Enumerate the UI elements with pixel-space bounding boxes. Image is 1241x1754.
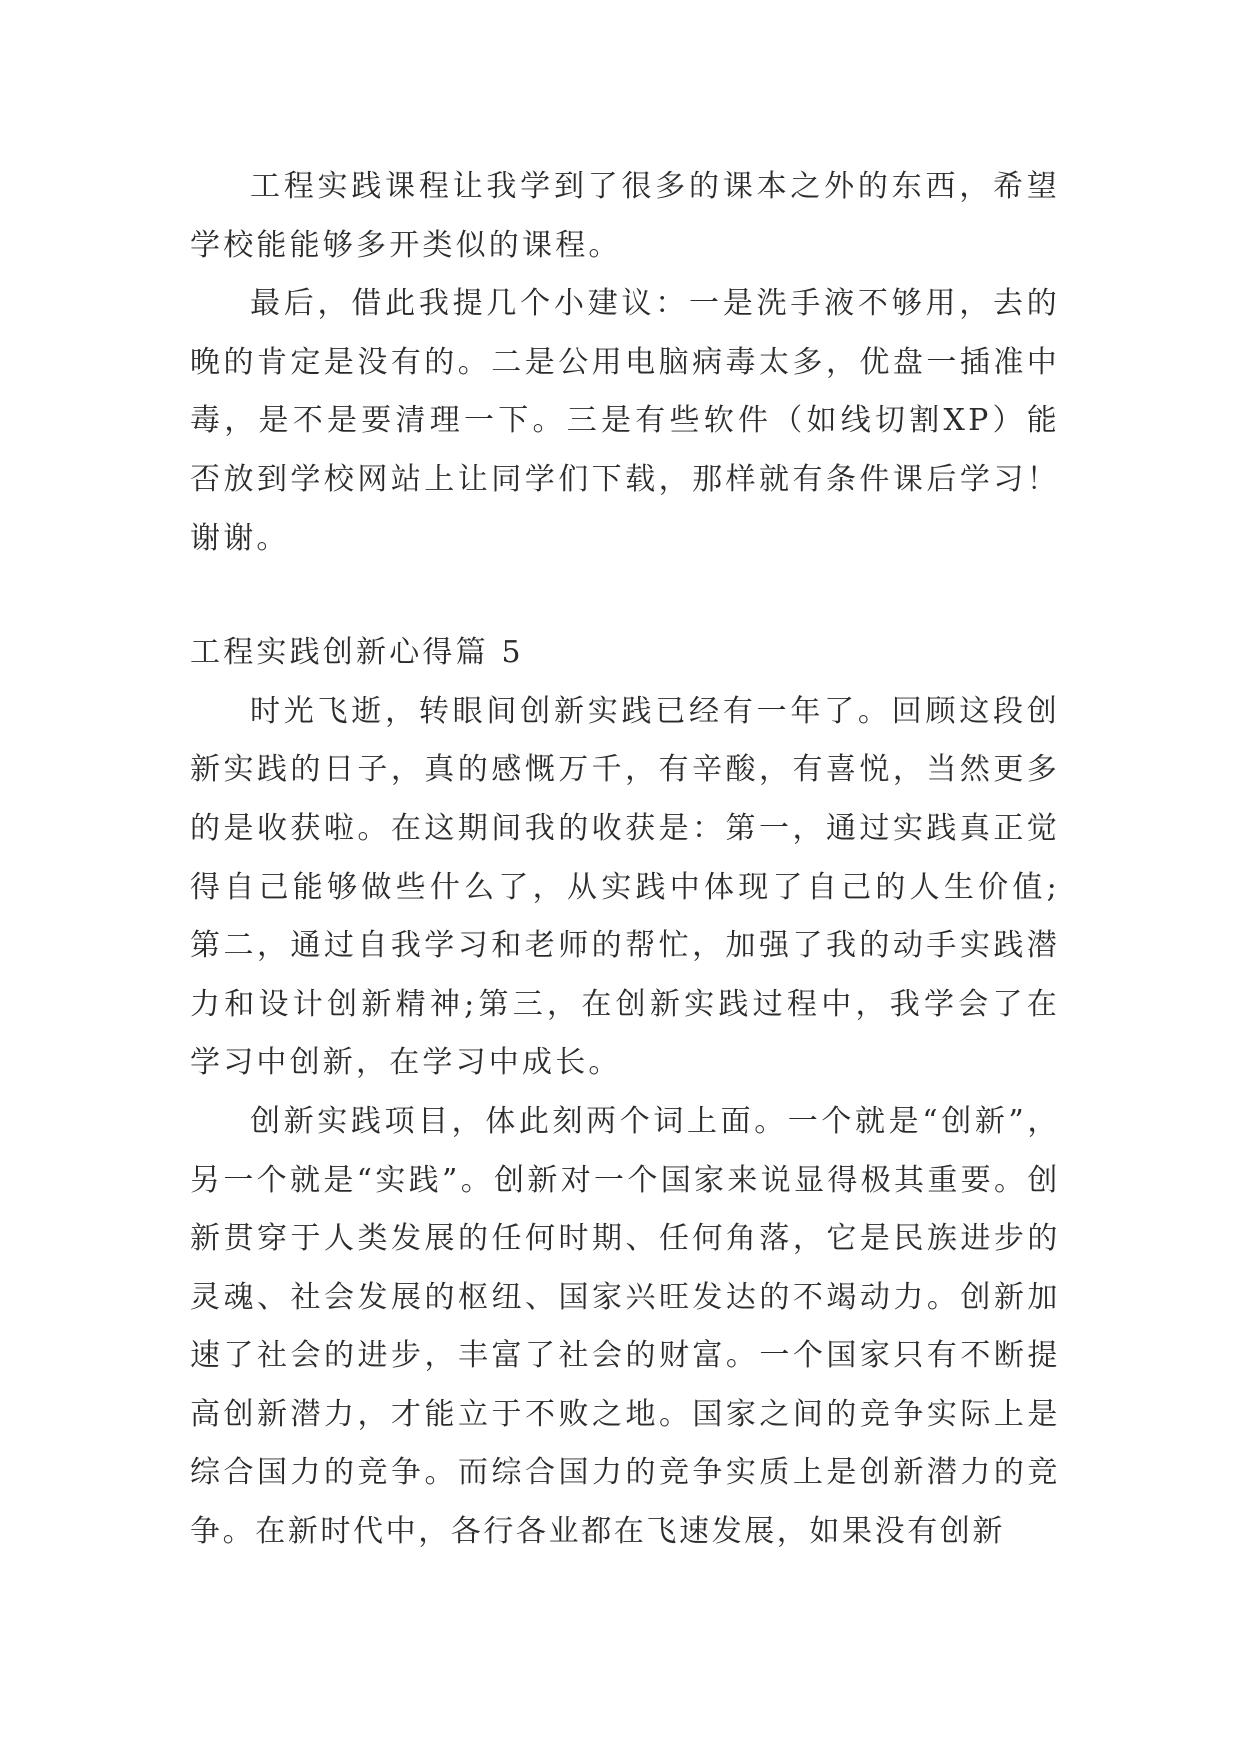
paragraph: 工程实践课程让我学到了很多的课本之外的东西，希望学校能能够多开类似的课程。 xyxy=(190,169,1060,263)
paragraph: 创新实践项目，体此刻两个词上面。一个就是“创新”，另一个就是“实践”。创新对一个国家来说显得极其重要。创新贯穿于人类发展的任何时期、任何角落，它是民族进步的灵魂、社会发展的枢纽、国家兴旺发达的不竭动力。创新加速了社会的进步，丰富了社会的财富。一个国家只有不断提高创新潜力，才能立于不败之地。国家之间的竞争实际上是综合国力的竞争。而综合国力的竞争实质上是创新潜力的竞争。在新时代中，各行各业都在飞速发展，如果没有创新 xyxy=(190,1103,1060,1550)
section-heading: 工程实践创新心得篇 5 xyxy=(190,635,524,671)
paragraph: 最后，借此我提几个小建议：一是洗手液不够用，去的晚的肯定是没有的。二是公用电脑病毒太多，优盘一插准中毒，是不是要清理一下。三是有些软件（如线切割XP）能否放到学校网站上让同学们下载，那样就有条件课后学习！谢谢。 xyxy=(190,286,1060,556)
paragraph: 时光飞逝，转眼间创新实践已经有一年了。回顾这段创新实践的日子，真的感慨万千，有辛酸，有喜悦，当然更多的是收获啦。在这期间我的收获是：第一，通过实践真正觉得自己能够做些什么了，从实践中体现了自己的人生价值;第二，通过自我学习和老师的帮忙，加强了我的动手实践潜力和设计创新精神;第三，在创新实践过程中，我学会了在学习中创新，在学习中成长。 xyxy=(190,693,1060,1081)
document-body xyxy=(190,158,1060,1562)
